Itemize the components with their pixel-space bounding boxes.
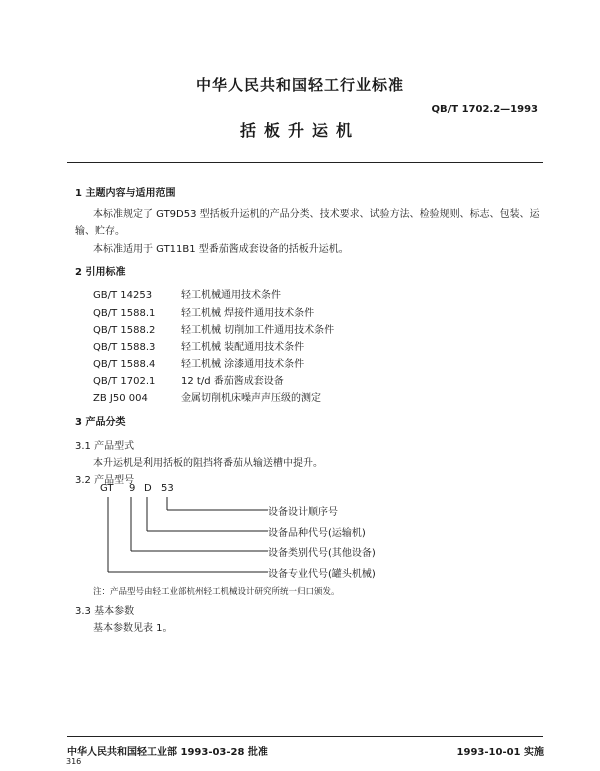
section-3-3-heading: 3.3 基本参数	[75, 606, 135, 617]
section-1-paragraph-1-cont: 输、贮存。	[75, 226, 125, 237]
page-number: 316	[66, 757, 82, 766]
reference-code: QB/T 1588.1	[93, 308, 156, 319]
reference-title: 轻工机械通用技术条件	[181, 290, 281, 301]
model-label-sequence: 设备设计顺序号	[268, 507, 338, 518]
section-1-paragraph-1: 本标准规定了 GT9D53 型括板升运机的产品分类、技术要求、试验方法、检验规则、标志、包装、运	[93, 209, 540, 220]
reference-code: GB/T 14253	[93, 290, 153, 301]
reference-code: QB/T 1588.4	[93, 359, 156, 370]
section-3-3-text: 基本参数见表 1。	[93, 623, 173, 634]
model-code-prefix: GT	[100, 483, 114, 494]
model-note: 注：产品型号由轻工业部杭州轻工机械设计研究所统一归口颁发。	[93, 587, 340, 597]
model-label-category: 设备类别代号(其他设备)	[268, 548, 376, 559]
model-code-sequence: 53	[161, 483, 174, 494]
approval-info: 中华人民共和国轻工业部 1993-03-28 批准	[67, 747, 268, 758]
reference-code: QB/T 1588.3	[93, 342, 156, 353]
model-code-category: 9	[129, 483, 136, 494]
model-code-variety: D	[144, 483, 152, 494]
reference-code: ZB J50 004	[93, 393, 148, 404]
footer-rule	[67, 736, 543, 737]
document-title: 括板升运机	[239, 121, 360, 140]
reference-title: 轻工机械 切削加工件通用技术条件	[181, 325, 335, 336]
section-3-1-heading: 3.1 产品型式	[75, 441, 135, 452]
standard-title: 中华人民共和国轻工行业标准	[195, 76, 404, 94]
reference-title: 轻工机械 焊接件通用技术条件	[181, 308, 315, 319]
section-3-heading: 3 产品分类	[75, 417, 126, 428]
section-1-heading: 1 主题内容与适用范围	[75, 188, 176, 199]
section-1-paragraph-2: 本标准适用于 GT11B1 型番茄酱成套设备的括板升运机。	[93, 244, 349, 255]
section-3-2-heading: 3.2 产品型号	[75, 475, 135, 486]
section-2-heading: 2 引用标准	[75, 267, 126, 278]
reference-code: QB/T 1702.1	[93, 376, 156, 387]
model-label-specialty: 设备专业代号(罐头机械)	[268, 569, 376, 580]
model-label-variety: 设备品种代号(运输机)	[268, 528, 366, 539]
section-3-1-text: 本升运机是利用括板的阻挡将番茄从输送槽中提升。	[93, 458, 323, 469]
reference-title: 轻工机械 涂漆通用技术条件	[181, 359, 305, 370]
reference-title: 12 t/d 番茄酱成套设备	[181, 376, 284, 387]
reference-code: QB/T 1588.2	[93, 325, 156, 336]
effective-date: 1993-10-01 实施	[456, 747, 544, 758]
reference-title: 金属切削机床噪声声压级的测定	[181, 393, 321, 404]
reference-title: 轻工机械 装配通用技术条件	[181, 342, 305, 353]
standard-code: QB/T 1702.2—1993	[431, 104, 538, 115]
